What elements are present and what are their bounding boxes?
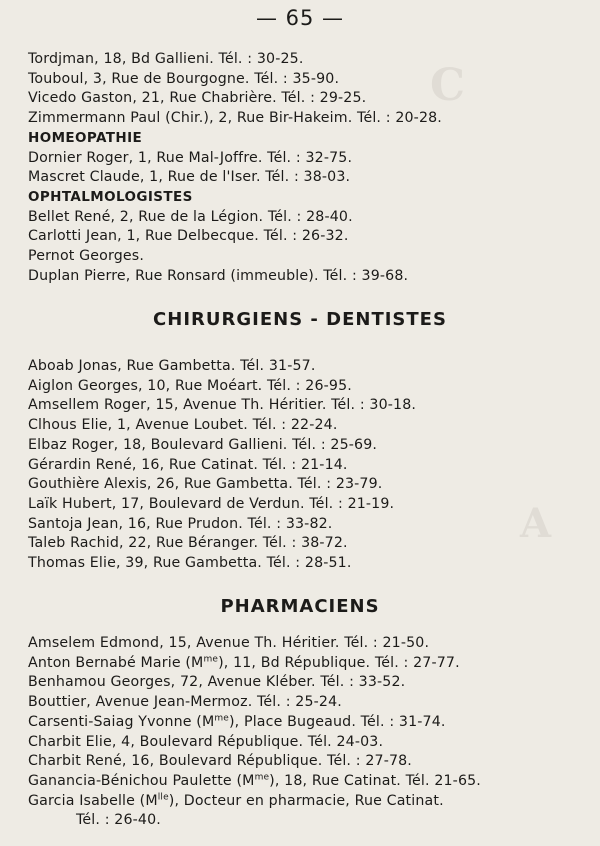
page-number: — 65 — [255,6,345,30]
entry-line: Elbaz Roger, 18, Boulevard Gallieni. Tél. : 25-69. [28,436,378,453]
entry-line: Laïk Hubert, 17, Boulevard de Verdun. Tél. : 21-19. [28,495,395,512]
entry-line: Tordjman, 18, Bd Gallieni. Tél. : 30-25. [28,51,304,67]
entry-line: Mascret Claude, 1, Rue de l'Iser. Tél. : 38-03. [28,169,351,186]
heading-ophtalmologistes: OPHTALMOLOGISTES [28,188,193,205]
entry-line: Benhamou Georges, 72, Avenue Kléber. Tél. : 33-52. [28,674,406,691]
entry-line: Pernot Georges. [28,248,144,265]
entry-line: Charbit Elie, 4, Boulevard République. Tél. 24-03. [28,733,384,750]
section-title-pharmaciens: PHARMACIENS [220,596,380,617]
section-physicians [28,50,588,286]
heading-homeopathie: HOMEOPATHIE [28,129,143,146]
entry-line: Amselem Edmond, 15, Avenue Th. Héritier. Tél. : 21-50. [28,635,430,651]
entry-line: Thomas Elie, 39, Rue Gambetta. Tél. : 28-51. [28,555,352,572]
entry-line: Santoja Jean, 16, Rue Prudon. Tél. : 33-82. [28,515,333,532]
entry-line: Garcia Isabelle $(M^{lle})$, Docteur en pharmacie, Rue Catinat. [28,791,444,809]
entry-line: Bouttier, Avenue Jean-Mermoz. Tél. : 25-24. [28,694,342,711]
entry-line: Carsenti-Saiag Yvonne $(M^{me})$, Place Bugeaud. Tél. : 31-74. [28,713,446,730]
entry-line: Taleb Rachid, 22, Rue Béranger. Tél. : 38-72. [28,535,348,552]
entry-line: Carlotti Jean, 1, Rue Delbecque. Tél. : 26-32. [28,228,349,245]
entry-line-continuation: Tél. : 26-40. [76,812,161,829]
entry-line: Amsellem Roger, 15, Avenue Th. Héritier. Tél. : 30-18. [28,397,417,414]
entry-line: Bellet René, 2, Rue de la Légion. Tél. : 28-40. [28,208,353,225]
entry-line: Aboab Jonas, Rue Gambetta. Tél. 31-57. [28,358,316,374]
bleed-through-text: C [430,60,466,111]
entry-line: Aiglon Georges, 10, Rue Moéart. Tél. : 26-95. [28,377,352,394]
entry-line: Charbit René, 16, Boulevard République. Tél. : 27-78. [28,753,412,770]
entry-line: Anton Bernabé Marie $(M^{me})$, 11, Bd République. Tél. : 27-77. [28,653,460,671]
entry-line: Zimmermann Paul (Chir.), 2, Rue Bir-Hakeim. Tél. : 20-28. [28,110,442,127]
entry-line: Vicedo Gaston, 21, Rue Chabrière. Tél. : 29-25. [28,90,367,107]
entry-line: Touboul, 3, Rue de Bourgogne. Tél. : 35-90. [28,70,340,87]
bleed-through-text: A [520,500,552,547]
entry-line: Ganancia-Bénichou Paulette $(M^{me})$, 18, Rue Catinat. Tél. 21-65. [28,772,481,789]
entry-line: Clhous Elie, 1, Avenue Loubet. Tél. : 22-24. [28,417,338,434]
section-title-chirurgiens: CHIRURGIENS - DENTISTES [153,309,447,330]
entry-line: Gouthière Alexis, 26, Rue Gambetta. Tél. : 23-79. [28,476,383,493]
entry-line: Gérardin René, 16, Rue Catinat. Tél. : 21-14. [28,456,348,473]
entry-line: Duplan Pierre, Rue Ronsard (immeuble). Tél. : 39-68. [28,267,409,284]
section-pharmaciens [28,634,588,831]
entry-line: Dornier Roger, 1, Rue Mal-Joffre. Tél. : 32-75. [28,149,353,166]
section-chirurgiens-dentistes [28,357,588,574]
